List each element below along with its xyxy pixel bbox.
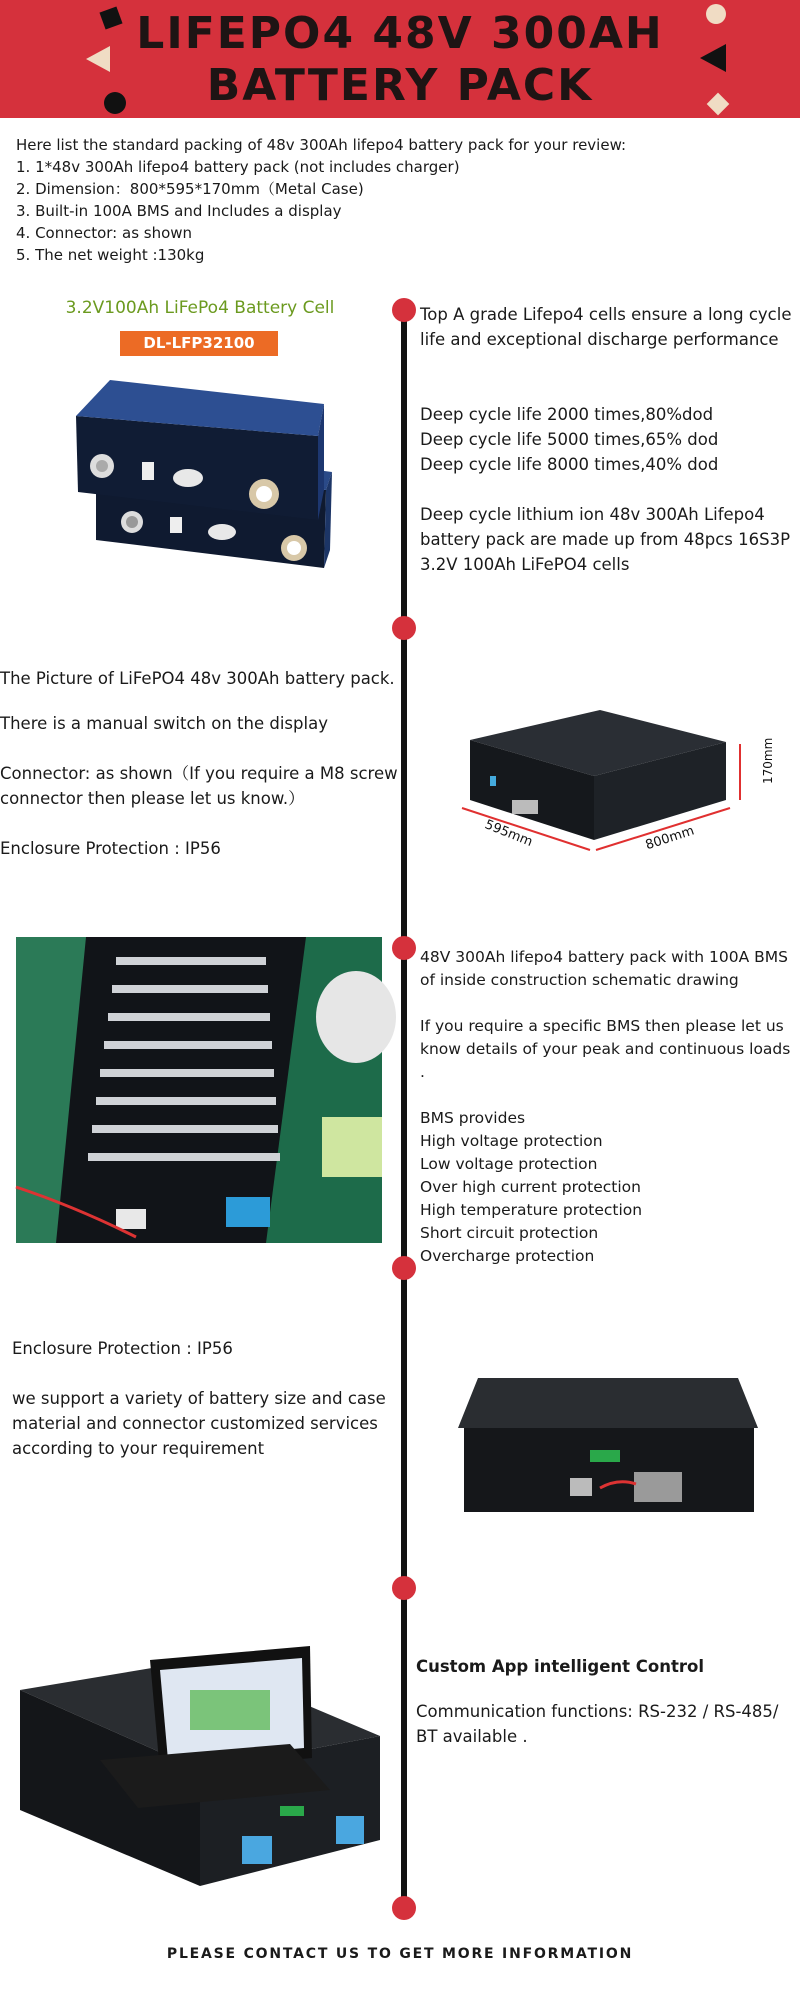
section5-text [416,1654,796,1749]
enclosure-protection: Enclosure Protection : IP56 [0,839,221,858]
title-line-1: LIFEPO4 48V 300AH [136,8,664,59]
picture-caption: The Picture of LiFePO4 48v 300Ah battery pack. [0,669,395,688]
bms-custom-text: If you require a specific BMS then please let us know details of your peak and continuous loads . [420,1017,791,1081]
timeline-dot [392,1896,416,1920]
intro-line: 4. Connector: as shown [16,224,193,242]
bms-item: Overcharge protection [420,1247,595,1265]
timeline-dot [392,1256,416,1280]
bms-title: BMS provides [420,1109,526,1127]
app-control-heading: Custom App intelligent Control [416,1657,705,1676]
contact-footer: PLEASE CONTACT US TO GET MORE INFORMATION [166,1946,634,1962]
switch-note: There is a manual switch on the display [0,714,328,733]
connector-note: Connector: as shown（If you require a M8 screw connector then please let us know.） [0,764,398,808]
bms-item: High temperature protection [420,1201,643,1219]
pack-composition-text: Deep cycle lithium ion 48v 300Ah Lifepo4 battery pack are made up from 48pcs 16S3P 3.2V 100Ah LiFePO4 cells [420,505,791,574]
cell-quality-text: Top A grade Lifepo4 cells ensure a long cycle life and exceptional discharge performance [420,305,792,349]
intro-line: Here list the standard packing of 48v 300Ah lifepo4 battery pack for your review: [16,136,627,154]
intro-line: 1. 1*48v 300Ah lifepo4 battery pack (not includes charger) [16,158,460,176]
bms-item: Short circuit protection [420,1224,599,1242]
dim-width-label: 800mm [643,823,697,854]
intro-line: 2. Dimension：800*595*170mm（Metal Case) [16,180,364,198]
intro-list [16,134,736,266]
timeline-dot [392,298,416,322]
bms-schematic-text: 48V 300Ah lifepo4 battery pack with 100A BMS of inside construction schematic drawing [420,948,788,989]
battery-pack-dimension-image [450,700,775,870]
intro-line: 5. The net weight :130kg [16,246,205,264]
battery-pack-front-image [458,1358,758,1518]
bms-item: Over high current protection [420,1178,641,1196]
timeline-line [401,304,407,1909]
cycle-life-line: Deep cycle life 2000 times,80%dod [420,405,714,424]
battery-laptop-image [10,1640,390,1890]
timeline-dot [392,936,416,960]
timeline-dot [392,1576,416,1600]
battery-internal-photo [16,937,382,1243]
timeline-dot [392,616,416,640]
cell-model-badge: DL-LFP32100 [120,331,278,356]
battery-cell-image [62,372,332,584]
communication-text: Communication functions: RS-232 / RS-485/ BT available . [416,1702,779,1746]
cycle-life-line: Deep cycle life 5000 times,65% dod [420,430,719,449]
dim-depth-label: 595mm [482,817,535,851]
section3-text [420,946,795,1268]
section4-text [12,1336,392,1461]
title-line-2: BATTERY PACK [206,60,594,111]
bms-item: Low voltage protection [420,1155,598,1173]
intro-line: 3. Built-in 100A BMS and Includes a display [16,202,342,220]
cycle-life-line: Deep cycle life 8000 times,40% dod [420,455,719,474]
section2-text [0,666,400,861]
page-title [0,8,800,112]
customization-text: we support a variety of battery size and case material and connector customized services according to your requirement [12,1389,386,1458]
dim-height-label: 170mm [761,737,775,784]
cell-caption: 3.2V100Ah LiFePo4 Battery Cell [65,298,335,318]
section1-text [420,302,795,577]
enclosure-protection: Enclosure Protection : IP56 [12,1339,233,1358]
bms-item: High voltage protection [420,1132,603,1150]
